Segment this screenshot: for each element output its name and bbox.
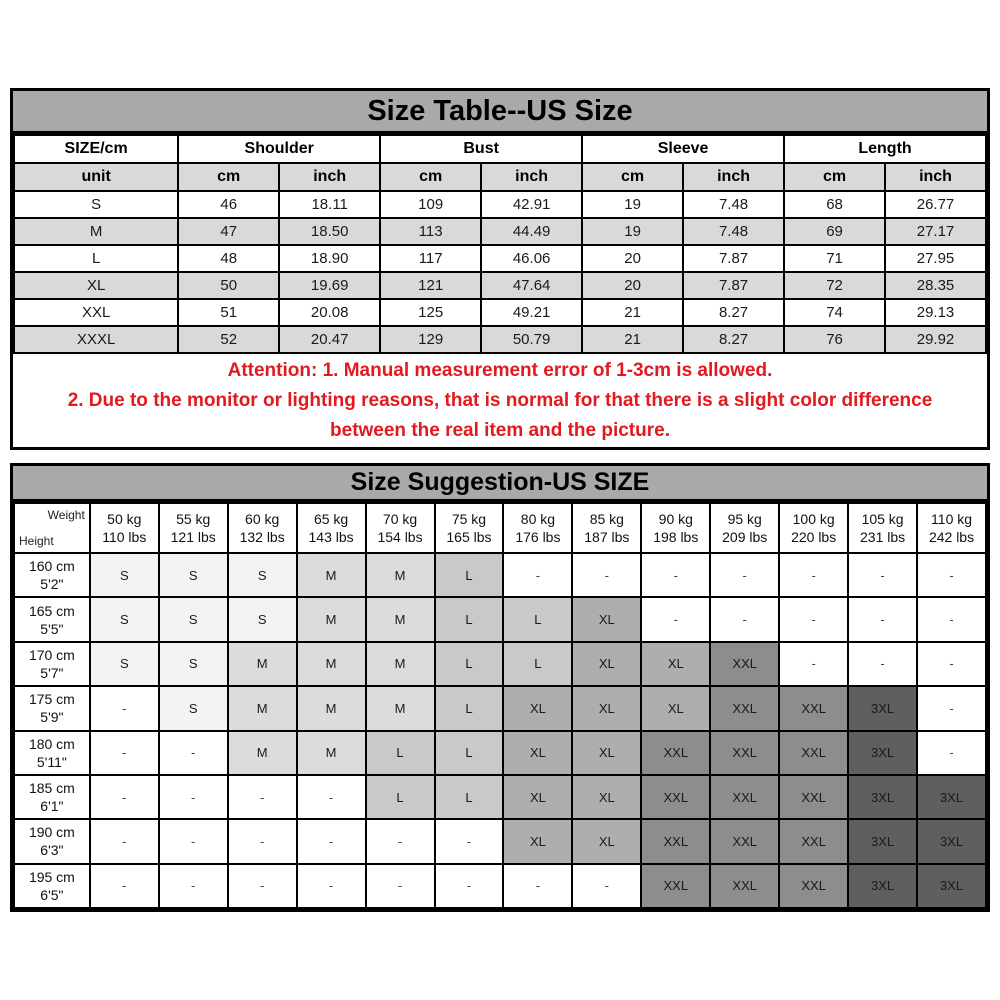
measurement-cell: 18.90 — [279, 245, 380, 272]
suggestion-empty-cell: - — [572, 553, 641, 597]
measurement-cell: 46 — [178, 191, 279, 218]
measurement-cell: 71 — [784, 245, 885, 272]
suggestion-empty-cell: - — [710, 597, 779, 641]
suggestion-empty-cell: - — [503, 864, 572, 908]
measurement-cell: 20 — [582, 272, 683, 299]
suggestion-size-cell: M — [366, 642, 435, 686]
suggestion-empty-cell: - — [159, 819, 228, 863]
measurement-cell: 50.79 — [481, 326, 582, 353]
unit-row — [14, 163, 986, 191]
suggestion-size-cell: S — [228, 553, 297, 597]
suggestion-size-cell: XXL — [641, 775, 710, 819]
suggestion-empty-cell: - — [848, 642, 917, 686]
measurement-cell: 47 — [178, 218, 279, 245]
unit-cm: cm — [380, 163, 481, 191]
suggestion-size-cell: S — [159, 686, 228, 730]
suggestion-size-cell: XXL — [710, 819, 779, 863]
unit-inch: inch — [683, 163, 784, 191]
size-suggestion-table — [13, 502, 987, 909]
weight-header-cell: 85 kg 187 lbs — [572, 503, 641, 553]
size-label-cell: S — [14, 191, 178, 218]
suggestion-size-cell: L — [435, 686, 504, 730]
measurement-cell: 52 — [178, 326, 279, 353]
attention-line-2: 2. Due to the monitor or lighting reasons, that is normal for that there is a slight color difference — [67, 389, 933, 411]
col-header-shoulder: Shoulder — [178, 135, 380, 163]
suggestion-size-cell: XL — [572, 642, 641, 686]
suggestion-size-cell: M — [228, 642, 297, 686]
suggestion-empty-cell: - — [641, 597, 710, 641]
measurement-cell: 18.11 — [279, 191, 380, 218]
suggestion-size-cell: M — [297, 597, 366, 641]
suggestion-size-cell: L — [503, 597, 572, 641]
suggestion-size-cell: M — [297, 553, 366, 597]
suggestion-empty-cell: - — [917, 553, 986, 597]
suggestion-empty-cell: - — [779, 597, 848, 641]
suggestion-empty-cell: - — [917, 597, 986, 641]
col-header-size: SIZE/cm — [14, 135, 178, 163]
col-header-bust: Bust — [380, 135, 582, 163]
measurement-cell: 125 — [380, 299, 481, 326]
suggestion-size-cell: XXL — [779, 775, 848, 819]
corner-height-label: Height — [19, 534, 54, 548]
suggestion-size-cell: XXL — [710, 864, 779, 908]
measurement-cell: 21 — [582, 326, 683, 353]
size-suggestion-body — [14, 553, 986, 908]
suggestion-row — [14, 553, 986, 597]
suggestion-size-cell: XL — [503, 775, 572, 819]
size-suggestion-title: Size Suggestion-US SIZE — [13, 466, 987, 502]
suggestion-size-cell: XXL — [779, 864, 848, 908]
attention-line-1: Attention: 1. Manual measurement error of 1-3cm is allowed. — [227, 359, 773, 381]
suggestion-size-cell: 3XL — [848, 775, 917, 819]
suggestion-empty-cell: - — [435, 864, 504, 908]
suggestion-size-cell: M — [366, 686, 435, 730]
measurement-cell: 20 — [582, 245, 683, 272]
measurement-cell: 47.64 — [481, 272, 582, 299]
suggestion-empty-cell: - — [297, 775, 366, 819]
suggestion-size-cell: 3XL — [848, 731, 917, 775]
suggestion-empty-cell: - — [297, 819, 366, 863]
size-table-row — [14, 299, 986, 326]
column-group-row — [14, 135, 986, 163]
suggestion-empty-cell: - — [572, 864, 641, 908]
weight-header-cell: 90 kg 198 lbs — [641, 503, 710, 553]
size-label-cell: L — [14, 245, 178, 272]
attention-note — [13, 354, 987, 447]
suggestion-size-cell: 3XL — [917, 819, 986, 863]
measurement-cell: 74 — [784, 299, 885, 326]
measurement-cell: 8.27 — [683, 299, 784, 326]
weight-header-cell: 60 kg 132 lbs — [228, 503, 297, 553]
suggestion-empty-cell: - — [435, 819, 504, 863]
unit-label: unit — [14, 163, 178, 191]
measurement-cell: 69 — [784, 218, 885, 245]
measurement-cell: 50 — [178, 272, 279, 299]
measurement-cell: 42.91 — [481, 191, 582, 218]
measurement-cell: 18.50 — [279, 218, 380, 245]
measurement-cell: 49.21 — [481, 299, 582, 326]
height-header-cell: 180 cm 5'11" — [14, 731, 90, 775]
suggestion-size-cell: 3XL — [848, 819, 917, 863]
suggestion-row — [14, 686, 986, 730]
corner-cell — [14, 503, 90, 553]
suggestion-empty-cell: - — [710, 553, 779, 597]
attention-line-3: between the real item and the picture. — [330, 419, 670, 441]
height-header-cell: 165 cm 5'5" — [14, 597, 90, 641]
weight-header-cell: 70 kg 154 lbs — [366, 503, 435, 553]
size-label-cell: M — [14, 218, 178, 245]
suggestion-empty-cell: - — [228, 819, 297, 863]
suggestion-size-cell: XXL — [710, 731, 779, 775]
suggestion-size-cell: XL — [641, 642, 710, 686]
measurement-cell: 51 — [178, 299, 279, 326]
unit-inch: inch — [279, 163, 380, 191]
weight-header-cell: 65 kg 143 lbs — [297, 503, 366, 553]
weight-header-cell: 55 kg 121 lbs — [159, 503, 228, 553]
suggestion-size-cell: XL — [641, 686, 710, 730]
suggestion-empty-cell: - — [159, 864, 228, 908]
height-header-cell: 190 cm 6'3" — [14, 819, 90, 863]
suggestion-size-cell: XXL — [641, 864, 710, 908]
suggestion-empty-cell: - — [366, 864, 435, 908]
unit-cm: cm — [178, 163, 279, 191]
suggestion-size-cell: 3XL — [917, 864, 986, 908]
suggestion-size-cell: XXL — [641, 819, 710, 863]
height-header-cell: 160 cm 5'2" — [14, 553, 90, 597]
measurement-cell: 48 — [178, 245, 279, 272]
measurement-cell: 20.47 — [279, 326, 380, 353]
measurement-cell: 129 — [380, 326, 481, 353]
suggestion-size-cell: L — [366, 731, 435, 775]
suggestion-size-cell: L — [435, 553, 504, 597]
suggestion-empty-cell: - — [917, 686, 986, 730]
suggestion-size-cell: L — [435, 642, 504, 686]
height-header-cell: 175 cm 5'9" — [14, 686, 90, 730]
measurement-cell: 68 — [784, 191, 885, 218]
suggestion-size-cell: XL — [503, 731, 572, 775]
size-label-cell: XL — [14, 272, 178, 299]
size-table-row — [14, 191, 986, 218]
suggestion-size-cell: 3XL — [848, 864, 917, 908]
measurement-cell: 27.17 — [885, 218, 986, 245]
suggestion-size-cell: XL — [572, 731, 641, 775]
measurement-cell: 7.87 — [683, 245, 784, 272]
suggestion-empty-cell: - — [503, 553, 572, 597]
size-table-body — [14, 191, 986, 353]
suggestion-empty-cell: - — [641, 553, 710, 597]
height-header-cell: 170 cm 5'7" — [14, 642, 90, 686]
weight-header-cell: 105 kg 231 lbs — [848, 503, 917, 553]
unit-inch: inch — [885, 163, 986, 191]
suggestion-empty-cell: - — [90, 864, 159, 908]
suggestion-row — [14, 864, 986, 908]
size-table-row — [14, 245, 986, 272]
measurement-cell: 44.49 — [481, 218, 582, 245]
suggestion-empty-cell: - — [159, 731, 228, 775]
measurement-cell: 46.06 — [481, 245, 582, 272]
suggestion-size-cell: M — [297, 686, 366, 730]
suggestion-size-cell: L — [435, 731, 504, 775]
suggestion-empty-cell: - — [848, 553, 917, 597]
suggestion-empty-cell: - — [779, 642, 848, 686]
col-header-length: Length — [784, 135, 986, 163]
suggestion-row — [14, 597, 986, 641]
suggestion-size-cell: L — [366, 775, 435, 819]
suggestion-empty-cell: - — [917, 642, 986, 686]
suggestion-size-cell: S — [90, 642, 159, 686]
size-table-section — [10, 88, 990, 450]
measurement-cell: 7.48 — [683, 191, 784, 218]
suggestion-size-cell: S — [228, 597, 297, 641]
weight-header-cell: 95 kg 209 lbs — [710, 503, 779, 553]
suggestion-empty-cell: - — [159, 775, 228, 819]
suggestion-size-cell: M — [366, 553, 435, 597]
suggestion-empty-cell: - — [917, 731, 986, 775]
suggestion-size-cell: XL — [503, 819, 572, 863]
size-label-cell: XXL — [14, 299, 178, 326]
measurement-cell: 72 — [784, 272, 885, 299]
suggestion-size-cell: 3XL — [848, 686, 917, 730]
measurement-cell: 21 — [582, 299, 683, 326]
measurement-cell: 19.69 — [279, 272, 380, 299]
size-suggestion-section — [10, 463, 990, 912]
measurement-cell: 20.08 — [279, 299, 380, 326]
measurement-cell: 7.87 — [683, 272, 784, 299]
size-table — [13, 134, 987, 354]
height-header-cell: 195 cm 6'5" — [14, 864, 90, 908]
suggestion-size-cell: S — [159, 642, 228, 686]
suggestion-row — [14, 731, 986, 775]
measurement-cell: 19 — [582, 218, 683, 245]
weight-header-cell: 110 kg 242 lbs — [917, 503, 986, 553]
suggestion-size-cell: S — [159, 597, 228, 641]
weight-header-cell: 80 kg 176 lbs — [503, 503, 572, 553]
suggestion-size-cell: S — [159, 553, 228, 597]
measurement-cell: 117 — [380, 245, 481, 272]
suggestion-size-cell: 3XL — [917, 775, 986, 819]
suggestion-empty-cell: - — [90, 686, 159, 730]
weight-header-cell: 50 kg 110 lbs — [90, 503, 159, 553]
suggestion-empty-cell: - — [90, 775, 159, 819]
measurement-cell: 76 — [784, 326, 885, 353]
suggestion-size-cell: XXL — [779, 819, 848, 863]
corner-weight-label: Weight — [47, 508, 85, 522]
suggestion-size-cell: XL — [572, 819, 641, 863]
measurement-cell: 113 — [380, 218, 481, 245]
suggestion-size-cell: XL — [503, 686, 572, 730]
suggestion-size-cell: S — [90, 553, 159, 597]
measurement-cell: 8.27 — [683, 326, 784, 353]
suggestion-size-cell: XL — [572, 686, 641, 730]
suggestion-size-cell: XXL — [710, 642, 779, 686]
suggestion-size-cell: XXL — [779, 731, 848, 775]
size-table-row — [14, 272, 986, 299]
suggestion-size-cell: M — [297, 731, 366, 775]
suggestion-size-cell: XL — [572, 775, 641, 819]
suggestion-size-cell: XXL — [641, 731, 710, 775]
measurement-cell: 121 — [380, 272, 481, 299]
suggestion-size-cell: XXL — [779, 686, 848, 730]
suggestion-size-cell: L — [435, 597, 504, 641]
suggestion-row — [14, 819, 986, 863]
weight-header-row — [14, 503, 986, 553]
measurement-cell: 29.13 — [885, 299, 986, 326]
size-table-row — [14, 326, 986, 353]
weight-header-cell: 100 kg 220 lbs — [779, 503, 848, 553]
suggestion-size-cell: M — [228, 731, 297, 775]
suggestion-size-cell: M — [297, 642, 366, 686]
measurement-cell: 29.92 — [885, 326, 986, 353]
weight-header-cell: 75 kg 165 lbs — [435, 503, 504, 553]
suggestion-empty-cell: - — [848, 597, 917, 641]
size-table-row — [14, 218, 986, 245]
measurement-cell: 7.48 — [683, 218, 784, 245]
suggestion-empty-cell: - — [366, 819, 435, 863]
suggestion-empty-cell: - — [779, 553, 848, 597]
measurement-cell: 27.95 — [885, 245, 986, 272]
unit-cm: cm — [784, 163, 885, 191]
size-label-cell: XXXL — [14, 326, 178, 353]
measurement-cell: 109 — [380, 191, 481, 218]
suggestion-empty-cell: - — [297, 864, 366, 908]
unit-cm: cm — [582, 163, 683, 191]
measurement-cell: 19 — [582, 191, 683, 218]
unit-inch: inch — [481, 163, 582, 191]
suggestion-empty-cell: - — [228, 775, 297, 819]
suggestion-size-cell: XXL — [710, 686, 779, 730]
col-header-sleeve: Sleeve — [582, 135, 784, 163]
suggestion-empty-cell: - — [90, 819, 159, 863]
suggestion-size-cell: L — [435, 775, 504, 819]
suggestion-row — [14, 775, 986, 819]
suggestion-size-cell: M — [228, 686, 297, 730]
suggestion-size-cell: XXL — [710, 775, 779, 819]
measurement-cell: 28.35 — [885, 272, 986, 299]
suggestion-size-cell: M — [366, 597, 435, 641]
suggestion-empty-cell: - — [90, 731, 159, 775]
suggestion-size-cell: L — [503, 642, 572, 686]
suggestion-row — [14, 642, 986, 686]
size-table-title: Size Table--US Size — [13, 91, 987, 134]
height-header-cell: 185 cm 6'1" — [14, 775, 90, 819]
suggestion-empty-cell: - — [228, 864, 297, 908]
measurement-cell: 26.77 — [885, 191, 986, 218]
suggestion-size-cell: XL — [572, 597, 641, 641]
suggestion-size-cell: S — [90, 597, 159, 641]
